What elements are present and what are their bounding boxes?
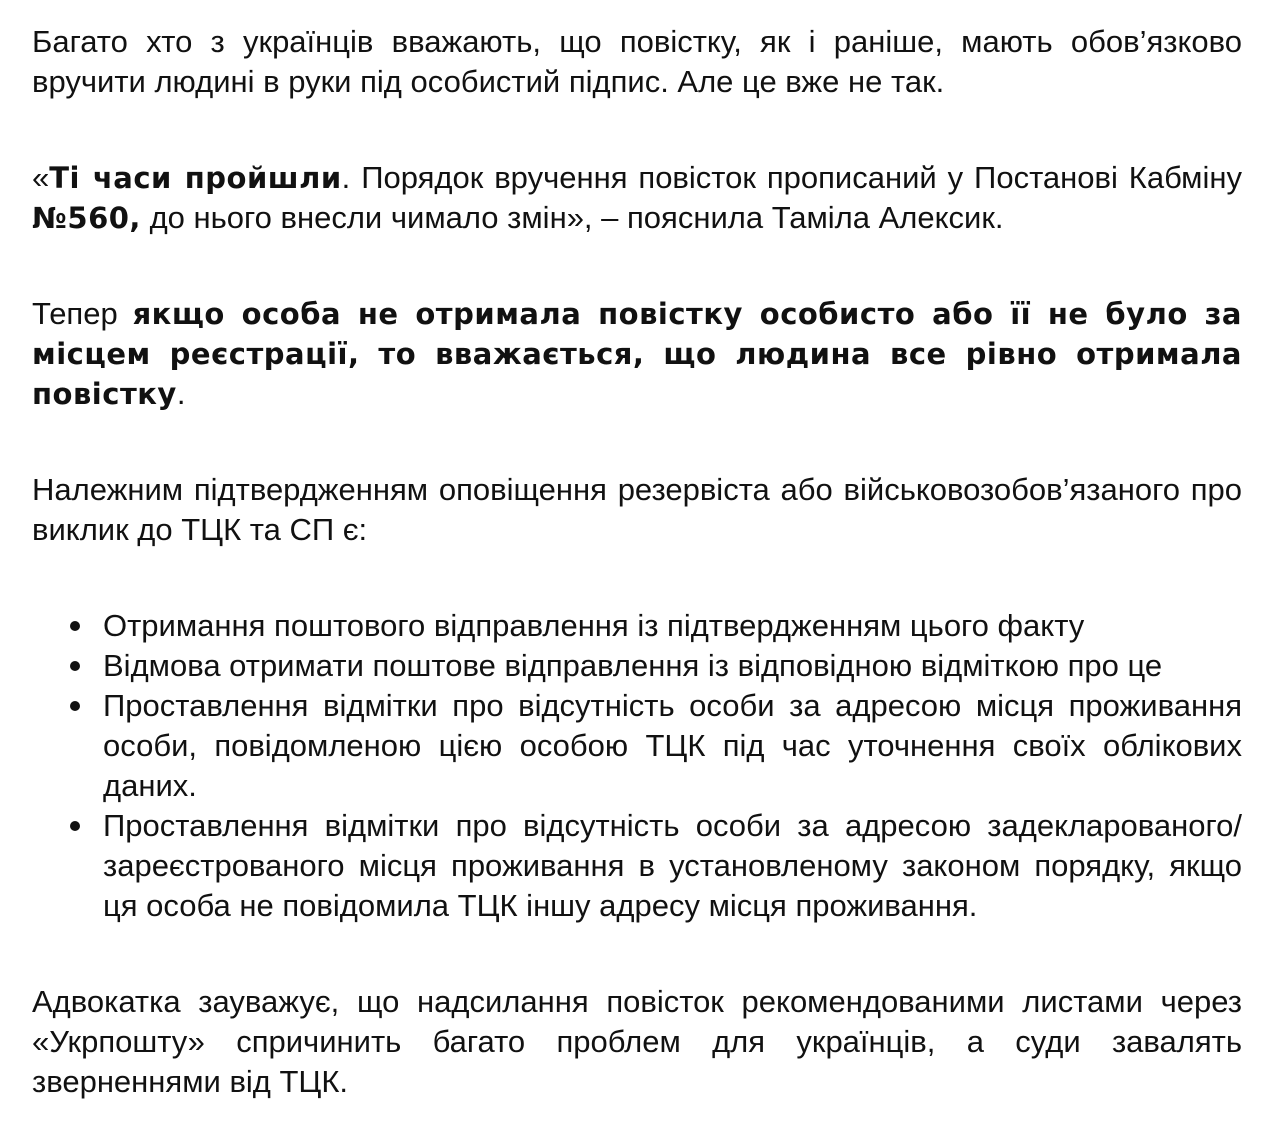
resolution-number: №560, <box>32 201 141 235</box>
closing-paragraph: Адвокатка зауважує, що надсилання повісток рекомендованими листами через «Укрпошту» спричинить багато проблем для українців, а суди завалять зверненнями від ТЦК. <box>32 984 1242 1099</box>
list-item-text: Проставлення відмітки про відсутність особи за адресою задекларованого/зареєстрованого місця проживання в установленому законом порядку, якщо ця особа не повідомила ТЦК іншу адресу місця проживання. <box>103 808 1242 923</box>
bullet-icon <box>70 701 80 711</box>
list-item <box>103 646 1242 686</box>
open-quote: « <box>32 160 50 195</box>
intro-paragraph: Багато хто з українців вважають, що повістку, як і раніше, мають обов’язково вручити людині в руки під особистий підпис. Але це вже не так. <box>32 24 1242 99</box>
list-item <box>103 686 1242 806</box>
confirmation-intro-paragraph: Належним підтвердженням оповіщення резервіста або військовозобов’язаного про виклик до ТЦК та СП є: <box>32 472 1242 547</box>
article-body <box>32 22 1242 1102</box>
quote-text-1: . Порядок вручення повісток прописаний у Постанові Кабміну <box>341 160 1242 195</box>
list-item-text: Відмова отримати поштове відправлення із відповідною відміткою про це <box>103 648 1163 683</box>
quote-paragraph <box>32 158 1242 238</box>
bullet-icon <box>70 661 80 671</box>
rule-end: . <box>176 376 186 411</box>
quote-text-2: до нього внесли чимало змін», – пояснила Таміла Алексик. <box>140 200 1004 235</box>
list-item-text: Отримання поштового відправлення із підтвердженням цього факту <box>103 608 1085 643</box>
rule-bold: якщо особа не отримала повістку особисто або її не було за місцем реєстрації, то вважається, що людина все рівно отримала повістку <box>32 297 1242 411</box>
list-item <box>103 806 1242 926</box>
list-item <box>103 606 1242 646</box>
bullet-icon <box>70 821 80 831</box>
rule-lead: Тепер <box>32 296 133 331</box>
quote-bold-phrase: Ті часи пройшли <box>49 161 342 195</box>
list-item-text: Проставлення відмітки про відсутність особи за адресою місця проживання особи, повідомленою цією особою ТЦК під час уточнення своїх облікових даних. <box>103 688 1242 803</box>
confirmation-list <box>32 606 1242 926</box>
rule-paragraph <box>32 294 1242 414</box>
bullet-icon <box>70 621 80 631</box>
